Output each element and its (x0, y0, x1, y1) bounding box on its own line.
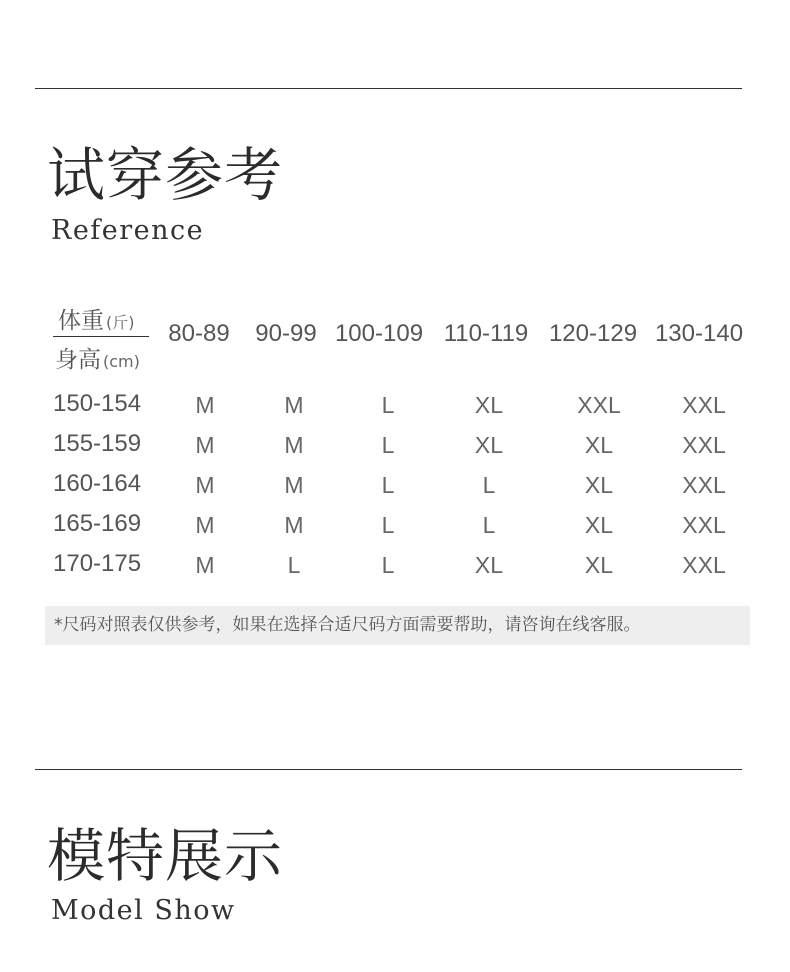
size-cell: XXL (682, 392, 726, 418)
row-header: 150-154 (53, 390, 142, 417)
size-cell: XL (584, 552, 614, 578)
height-label: 身高 (55, 347, 101, 373)
row-header: 170-175 (53, 550, 142, 577)
column-header: 130-140 (654, 320, 744, 347)
row-header: 155-159 (53, 430, 142, 457)
reference-title: 试穿参考 (47, 141, 284, 209)
size-cell: XL (474, 392, 504, 418)
size-cell: L (381, 552, 395, 578)
size-cell: M (195, 552, 215, 578)
size-cell: XL (584, 512, 614, 538)
weight-label: 体重 (58, 308, 104, 334)
height-header (55, 341, 140, 374)
top-divider (35, 88, 742, 89)
size-cell: XXL (577, 392, 621, 418)
size-note: *尺码对照表仅供参考，如果在选择合适尺码方面需要帮助，请咨询在线客服。 (45, 606, 750, 645)
column-header: 120-129 (548, 320, 638, 347)
column-header: 80-89 (168, 320, 230, 347)
column-header: 100-109 (334, 320, 424, 347)
size-cell: L (381, 512, 395, 538)
size-cell: L (381, 432, 395, 458)
size-cell: XXL (682, 512, 726, 538)
size-cell: L (381, 392, 395, 418)
size-cell: XXL (682, 472, 726, 498)
model-show-title: 模特展示 (47, 822, 284, 890)
column-header: 90-99 (255, 320, 317, 347)
height-unit: (cm) (103, 352, 140, 371)
size-cell: XXL (682, 432, 726, 458)
size-cell: M (284, 472, 304, 498)
size-cell: M (195, 472, 215, 498)
corner-divider (53, 336, 149, 337)
size-cell: M (195, 432, 215, 458)
middle-divider (35, 769, 742, 770)
size-cell: M (284, 512, 304, 538)
size-cell: M (195, 392, 215, 418)
size-cell: M (284, 392, 304, 418)
size-cell: XL (474, 432, 504, 458)
size-cell: L (482, 472, 496, 498)
row-header: 160-164 (53, 470, 142, 497)
size-cell: L (482, 512, 496, 538)
model-show-subtitle: Model Show (51, 895, 236, 926)
size-cell: L (381, 472, 395, 498)
column-header: 110-119 (443, 320, 529, 347)
reference-subtitle: Reference (51, 215, 205, 246)
row-header: 165-169 (53, 510, 142, 537)
size-cell: L (287, 552, 301, 578)
size-cell: XL (584, 432, 614, 458)
size-cell: XXL (682, 552, 726, 578)
weight-unit: (斤) (106, 313, 135, 332)
size-cell: XL (474, 552, 504, 578)
size-cell: M (284, 432, 304, 458)
size-cell: XL (584, 472, 614, 498)
weight-header (58, 302, 135, 335)
size-cell: M (195, 512, 215, 538)
